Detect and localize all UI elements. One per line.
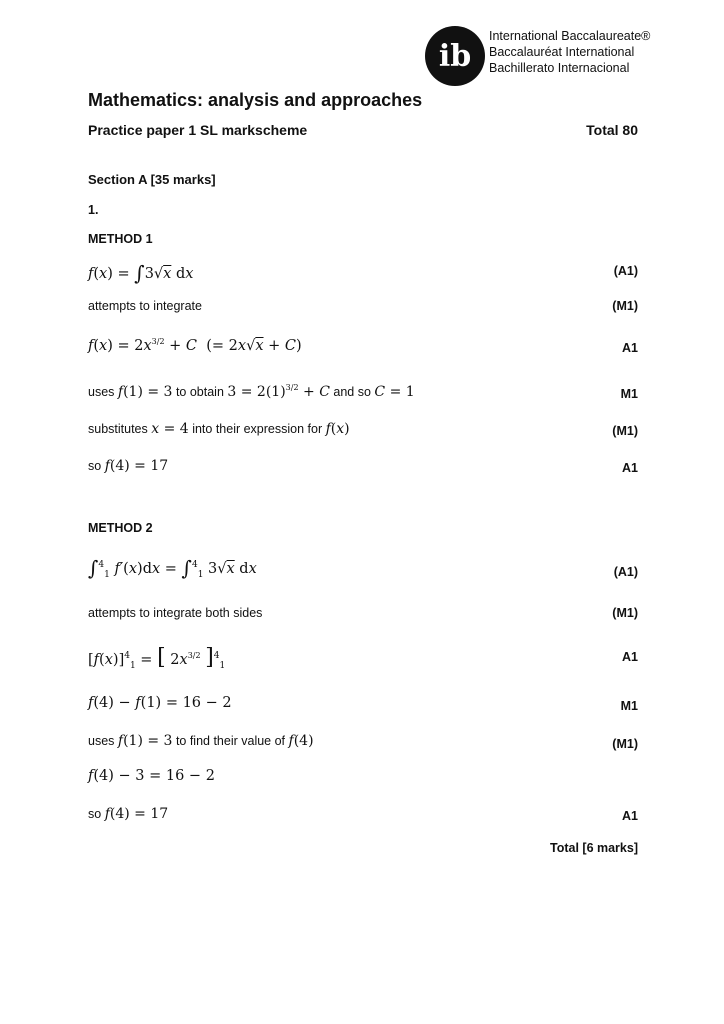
so-word: so	[88, 459, 102, 473]
m1-step-1-mark: (A1)	[613, 264, 638, 278]
section-heading: Section A [35 marks]	[88, 172, 216, 187]
to-obtain-word: to obtain	[175, 385, 224, 399]
m1-step-4-text: uses f(1) = 3 to obtain $3 = 2(1)^{3/2} + C$ and so C = 1	[88, 383, 415, 400]
m2-step-1-mark: (A1)	[613, 565, 638, 579]
m1-step-3-mark: A1	[622, 341, 638, 355]
to-find-word: to find their value of	[175, 734, 286, 748]
organization-name	[489, 28, 650, 76]
org-line-fr: Baccalauréat International	[489, 45, 635, 59]
org-line-es: Bachillerato Internacional	[489, 61, 630, 75]
uses-word-2: uses	[88, 734, 115, 748]
m1-step-2-mark: (M1)	[612, 299, 638, 313]
m2-step-6-math: f(4) − 3 = 16 − 2	[88, 768, 215, 784]
m1-step-1-math: f(x) = ∫3√x dx	[88, 261, 194, 285]
m2-step-1-math: ∫$^4_1$ f′(x)dx = ∫$^4_1$ 3√x dx	[88, 556, 257, 580]
question-number: 1.	[88, 203, 99, 217]
ib-logo-icon	[425, 26, 485, 86]
m1-step-6-mark: A1	[622, 461, 638, 475]
logo-text: ib	[438, 39, 472, 74]
m2-step-4-mark: M1	[620, 699, 638, 713]
m2-step-7-text: so f(4) = 17	[88, 806, 169, 822]
m2-step-2-text: attempts to integrate both sides	[88, 606, 263, 620]
paper-total: Total 80	[586, 122, 638, 138]
method-1-label: METHOD 1	[88, 232, 153, 246]
method-2-label: METHOD 2	[88, 521, 153, 535]
document-title: Mathematics: analysis and approaches	[88, 90, 423, 110]
m1-step-5-text: substitutes x = 4 into their expression for f(x)	[88, 421, 350, 437]
and-so-word: and so	[333, 385, 371, 399]
into-expr-word: into their expression for	[192, 422, 323, 436]
m2-step-4-math: f(4) − f(1) = 16 − 2	[88, 695, 232, 711]
uses-word: uses	[88, 385, 115, 399]
question-total: Total [6 marks]	[550, 841, 638, 855]
m2-step-5-mark: (M1)	[612, 737, 638, 751]
substitutes-word: substitutes	[88, 422, 148, 436]
m2-step-3-mark: A1	[622, 650, 638, 664]
m1-step-2-text: attempts to integrate	[88, 299, 202, 313]
m2-step-5-text: uses f(1) = 3 to find their value of f(4)	[88, 733, 314, 749]
m1-step-6-text: so f(4) = 17	[88, 458, 169, 474]
m1-step-3-math: $f(x) = 2x^{3/2} + C$ (= 2x√x + C)	[88, 337, 302, 354]
m1-step-4-mark: M1	[620, 387, 638, 401]
document-subtitle: Practice paper 1 SL markscheme	[88, 122, 308, 138]
org-line-en: International Baccalaureate®	[489, 29, 651, 43]
m2-step-7-mark: A1	[622, 809, 638, 823]
so-word-2: so	[88, 807, 102, 821]
m2-step-3-math: $[f(x)]^4_1$ = [ $2x^{3/2}$ ]$^4_1$	[88, 645, 226, 671]
m2-step-2-mark: (M1)	[612, 606, 638, 620]
m1-step-5-mark: (M1)	[612, 424, 638, 438]
